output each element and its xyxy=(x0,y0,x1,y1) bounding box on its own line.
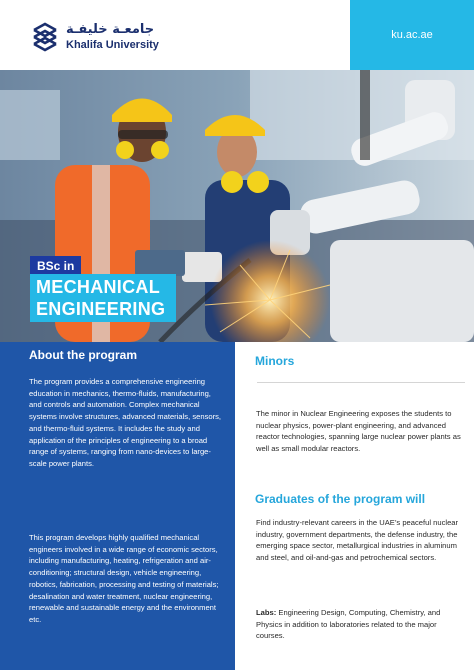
about-title: About the program xyxy=(29,348,137,362)
page-header xyxy=(0,0,474,70)
about-program-panel xyxy=(0,342,235,670)
website-box[interactable] xyxy=(350,0,474,70)
graduates-title: Graduates of the program will xyxy=(255,492,426,506)
minors-text: The minor in Nuclear Engineering exposes the students to nuclear physics, power-plant engineering, and advanced reactor technologies, spanning large nuclear power plants as well as small modular reactors. xyxy=(256,409,461,454)
university-logo[interactable] xyxy=(30,22,159,52)
program-title-line2: ENGINEERING xyxy=(36,299,166,319)
labs-text-block xyxy=(256,607,464,642)
degree-prefix-badge: BSc in xyxy=(30,256,81,275)
section-divider xyxy=(257,382,465,383)
university-name-arabic: جامعـة خليفـة xyxy=(66,22,155,37)
about-paragraph-2: This program develops highly qualified mechanical engineers involved in a wide range of economic sectors, including manufacturing, heating, refrigeration and air-conditioning; structural design, vehicle engineering, robotics, fabrication, processing and testing of materials; desalination and water treatment, nuclear engineering, renewable and sustainable energy and the environment etc. xyxy=(29,533,219,624)
labs-label: Labs: xyxy=(256,608,277,617)
university-name-english: Khalifa University xyxy=(66,39,159,51)
program-title-line1: MECHANICAL xyxy=(36,277,160,297)
ku-logo-icon xyxy=(30,22,60,52)
labs-text: Engineering Design, Computing, Chemistry, and Physics in addition to laboratories related to the major courses. xyxy=(256,608,441,641)
about-paragraph-1: The program provides a comprehensive engineering education in mechanics, thermo-fluids, manufacturing, and controls and automation. Complex mechanical systems involve structures, advanced materials, sensors, and thermo-fluid systems. It includes the study and application of the principles of engineering to a broad range of systems, ranging from nano-devices to large-scale power plants. xyxy=(29,377,222,468)
minors-title: Minors xyxy=(255,354,295,368)
details-panel xyxy=(235,342,474,670)
graduates-text: Find industry-relevant careers in the UAE’s peaceful nuclear industry, government departments, the defense industry, the emerging space sector, metallurgical industries in aluminum and steel, and oil-and-gas and petrochemical sectors. xyxy=(256,518,459,563)
program-title-badge xyxy=(30,274,176,322)
website-url[interactable]: ku.ac.ae xyxy=(391,29,433,41)
